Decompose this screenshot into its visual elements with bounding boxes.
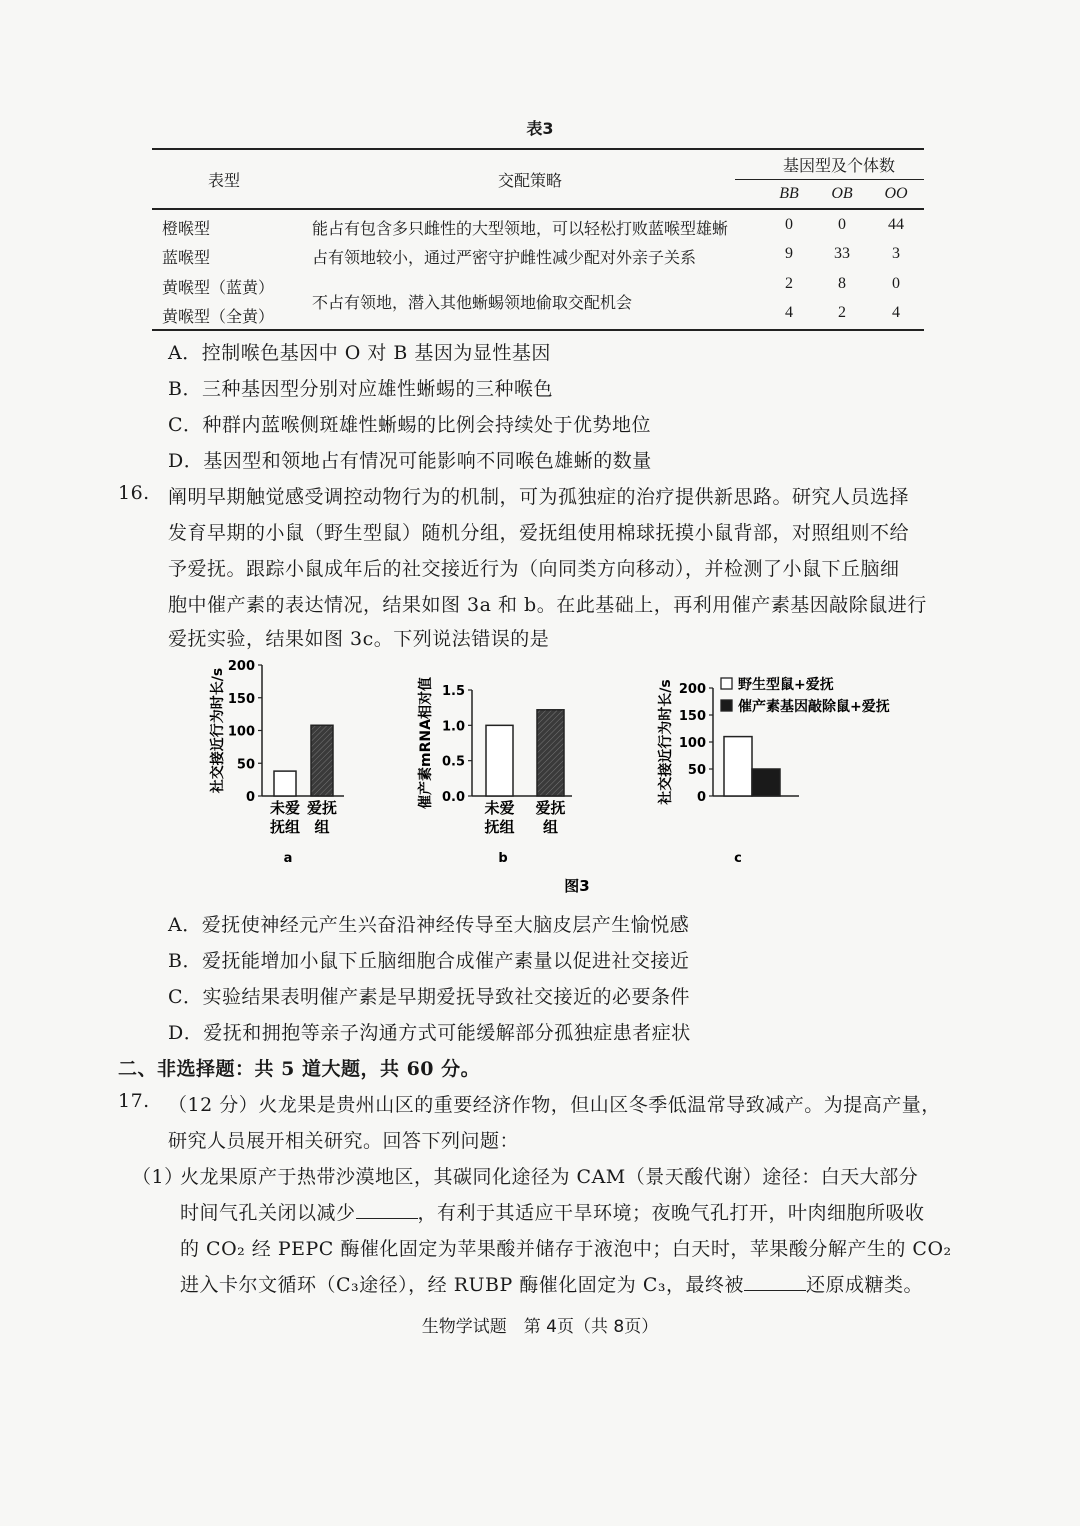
y-tick-label: 100 xyxy=(678,736,706,751)
header-genotype-group: 基因型及个体数 xyxy=(783,156,896,175)
q17-stem-line: 研究人员展开相关研究。回答下列问题： xyxy=(168,1130,520,1152)
table-cell: 4 xyxy=(785,304,793,321)
chart-panel-c xyxy=(657,676,890,806)
y-tick-label: 0 xyxy=(696,790,706,805)
answer-blank[interactable] xyxy=(744,1272,806,1291)
q16-option-b: B．爱抚能增加小鼠下丘脑细胞合成催产素量以促进社交接近 xyxy=(168,950,690,972)
q16-option-d: D．爱抚和拥抱等亲子沟通方式可能缓解部分孤独症患者症状 xyxy=(168,1022,691,1044)
q16-number: 16. xyxy=(118,482,150,504)
y-tick-label: 50 xyxy=(236,757,255,773)
q17-sub1-text: 时间气孔关闭以减少 xyxy=(180,1202,356,1224)
table-cell: 3 xyxy=(892,245,900,262)
header-phenotype: 表型 xyxy=(208,171,241,190)
y-tick-label: 200 xyxy=(227,659,255,674)
q16-option-a: A．爱抚使神经元产生兴奋沿神经传导至大脑皮层产生愉悦感 xyxy=(168,914,690,936)
table-row-strategy: 不占有领地，潜入其他蜥蜴领地偷取交配机会 xyxy=(312,293,633,312)
y-tick-label: 150 xyxy=(227,691,255,707)
table-row-phenotype: 橙喉型 xyxy=(162,219,211,238)
bar xyxy=(724,737,752,796)
y-tick-label: 1.5 xyxy=(441,684,465,699)
table-cell: 2 xyxy=(785,275,793,292)
legend-swatch xyxy=(721,700,732,711)
q15-option-b: B．三种基因型分别对应雄性蜥蜴的三种喉色 xyxy=(168,378,553,400)
figure-caption: 图3 xyxy=(564,877,590,895)
y-tick-label: 0 xyxy=(245,790,255,805)
legend-label: 催产素基因敲除鼠+爱抚 xyxy=(738,699,890,715)
y-axis-label: 社交接近行为时长/s xyxy=(210,667,226,794)
bar xyxy=(274,771,296,796)
q15-option-c: C．种群内蓝喉侧斑雄性蜥蜴的比例会持续处于优势地位 xyxy=(168,414,652,436)
table-row-strategy: 能占有包含多只雌性的大型领地，可以轻松打败蓝喉型雄蜥 xyxy=(312,219,729,238)
q15-option-d: D．基因型和领地占有情况可能影响不同喉色雄蜥的数量 xyxy=(168,450,652,472)
q16-stem-line: 胞中催产素的表达情况，结果如图 3a 和 b。在此基础上，再利用催产素基因敲除鼠进行 xyxy=(168,594,927,616)
x-category-label: 爱抚 xyxy=(306,799,338,817)
chart-panel-b xyxy=(417,677,572,836)
table-cell: 0 xyxy=(838,216,846,233)
y-axis-label: 催产素mRNA相对值 xyxy=(418,677,434,809)
q17-sub1-line xyxy=(180,1198,925,1225)
panel-label-a: a xyxy=(283,851,293,866)
legend-label: 野生型鼠+爱抚 xyxy=(738,677,834,693)
table-row-phenotype: 蓝喉型 xyxy=(162,248,211,267)
x-category-label: 未爱 xyxy=(269,799,301,817)
y-tick-label: 1.0 xyxy=(441,719,465,735)
x-category-label: 组 xyxy=(542,818,559,836)
y-tick-label: 0.0 xyxy=(441,790,465,805)
bar xyxy=(537,710,564,796)
q17-sub1-text: 进入卡尔文循环（C₃途径），经 RUBP 酶催化固定为 C₃，最终被 xyxy=(180,1274,744,1296)
q16-stem-line: 予爱抚。跟踪小鼠成年后的社交接近行为（向同类方向移动），并检测了小鼠下丘脑细 xyxy=(168,558,900,580)
genotype-oo: OO xyxy=(884,185,908,202)
q17-sub1-line xyxy=(180,1270,923,1297)
y-tick-label: 150 xyxy=(678,709,706,724)
y-tick-label: 100 xyxy=(227,724,255,740)
bar xyxy=(752,769,780,796)
table-cell: 33 xyxy=(834,245,850,262)
bar xyxy=(311,725,333,796)
q17-sub1-label: （1） xyxy=(132,1166,184,1188)
legend-swatch xyxy=(721,678,732,689)
y-tick-label: 50 xyxy=(687,763,706,778)
panel-label-c: c xyxy=(734,851,742,866)
q16-stem-line: 阐明早期触觉感受调控动物行为的机制，可为孤独症的治疗提供新思路。研究人员选择 xyxy=(168,486,910,508)
table-cell: 0 xyxy=(785,216,793,233)
q16-stem-line: 发育早期的小鼠（野生型鼠）随机分组，爱抚组使用棉球抚摸小鼠背部，对照组则不给 xyxy=(168,522,910,544)
table-cell: 8 xyxy=(838,275,846,292)
table-cell: 9 xyxy=(785,245,793,262)
answer-blank[interactable] xyxy=(356,1200,418,1219)
y-tick-label: 200 xyxy=(678,682,706,697)
page-footer: 生物学试题 第 4页（共 8页） xyxy=(421,1317,659,1337)
q17-sub1-line: 火龙果原产于热带沙漠地区，其碳同化途径为 CAM（景天酸代谢）途径：白天大部分 xyxy=(180,1166,919,1188)
q15-option-a: A．控制喉色基因中 O 对 B 基因为显性基因 xyxy=(168,342,551,364)
panel-label-b: b xyxy=(498,851,508,866)
q17-sub1-line: 的 CO₂ 经 PEPC 酶催化固定为苹果酸并储存于液泡中；白天时，苹果酸分解产生的 CO₂ xyxy=(180,1238,952,1260)
q17-sub1-text: ，有利于其适应干旱环境；夜晚气孔打开，叶肉细胞所吸收 xyxy=(417,1202,925,1224)
q17-stem-line: （12 分）火龙果是贵州山区的重要经济作物，但山区冬季低温常导致减产。为提高产量， xyxy=(168,1094,941,1116)
q16-stem-line: 爱抚实验，结果如图 3c。下列说法错误的是 xyxy=(168,628,550,650)
y-tick-label: 0.5 xyxy=(441,754,465,770)
q17-sub1-text: 还原成糖类。 xyxy=(806,1274,924,1296)
table-cell: 44 xyxy=(888,216,904,233)
x-category-label: 爱抚 xyxy=(535,799,566,817)
section-heading: 二、非选择题：共 5 道大题，共 60 分。 xyxy=(118,1058,481,1080)
table-row-phenotype: 黄喉型（全黄） xyxy=(162,307,275,326)
genotype-bb: BB xyxy=(779,185,799,202)
y-axis-label: 社交接近行为时长/s xyxy=(658,679,674,805)
table-cell: 4 xyxy=(892,304,900,321)
table-title: 表3 xyxy=(526,119,554,138)
table-cell: 0 xyxy=(892,275,900,292)
x-category-label: 抚组 xyxy=(269,818,301,836)
genotype-ob: OB xyxy=(831,185,853,202)
bar xyxy=(486,725,513,796)
chart-panel-a xyxy=(209,659,344,836)
q16-option-c: C．实验结果表明催产素是早期爱抚导致社交接近的必要条件 xyxy=(168,986,691,1008)
table-cell: 2 xyxy=(838,304,846,321)
q17-number: 17. xyxy=(118,1090,150,1112)
x-category-label: 组 xyxy=(314,818,330,836)
x-category-label: 未爱 xyxy=(484,799,515,817)
x-category-label: 抚组 xyxy=(484,818,515,836)
table-row-strategy: 占有领地较小，通过严密守护雌性减少配对外亲子关系 xyxy=(312,248,697,267)
table-row-phenotype: 黄喉型（蓝黄） xyxy=(162,278,275,297)
header-strategy: 交配策略 xyxy=(498,171,563,190)
